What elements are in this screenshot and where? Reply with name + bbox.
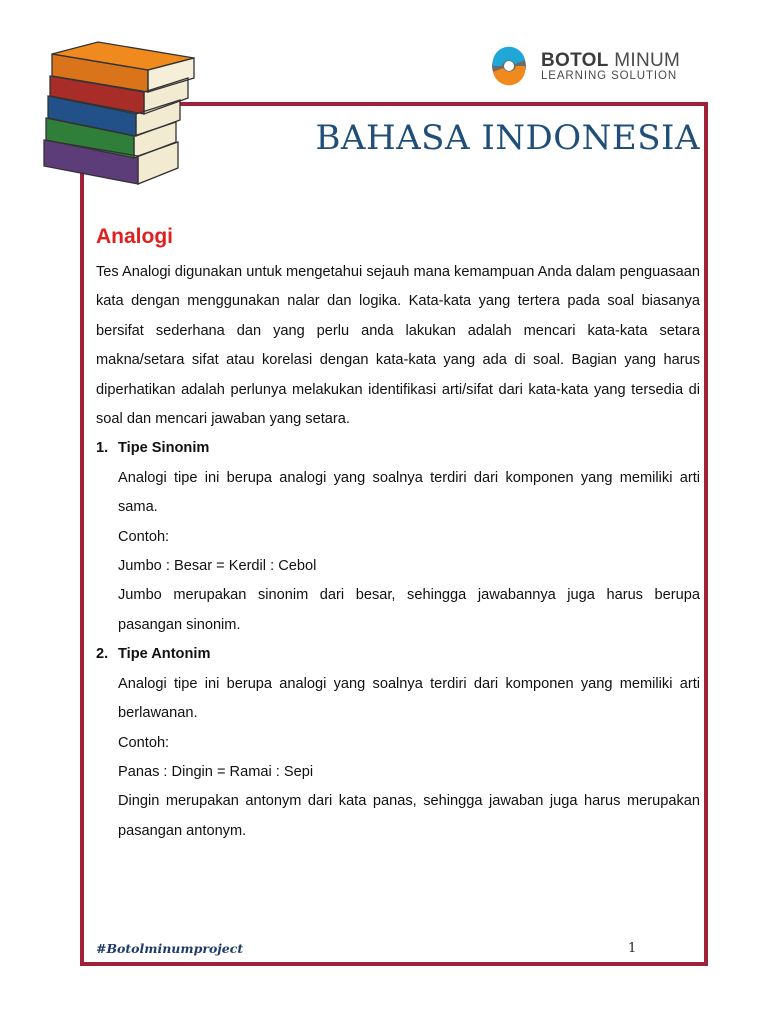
logo-brand-text: BOTOL MINUM [541,50,681,71]
page-title: BAHASA INDONESIA [315,118,700,158]
list-item-number: 1. [96,440,109,457]
list-item-description: Analogi tipe ini berupa analogi yang soalnya terdiri dari komponen yang memiliki arti sama. [118,469,700,516]
footer-hashtag: #Botolminumproject [96,941,244,956]
example-text: Jumbo : Besar = Kerdil : Cebol [118,558,317,575]
page-number: 1 [628,941,637,956]
example-explanation: Jumbo merupakan sinonim dari besar, sehingga jawabannya juga harus berupa pasangan sinonim. [118,587,700,633]
brand-logo [485,44,707,88]
list-item-description: Analogi tipe ini berupa analogi yang soalnya terdiri dari komponen yang memiliki arti berlawanan. [118,675,700,722]
logo-tagline: LEARNING SOLUTION [541,70,678,82]
books-stack-icon [38,40,203,190]
analogy-types-list [96,434,700,846]
example-text: Panas : Dingin = Ramai : Sepi [118,763,314,780]
botol-minum-logo-icon [485,44,535,88]
example-label: Contoh: [118,528,170,545]
section-content [96,258,700,846]
list-item-number: 2. [96,646,109,663]
list-item-title: Tipe Sinonim [118,440,210,457]
intro-paragraph: Tes Analogi digunakan untuk mengetahui sejauh mana kemampuan Anda dalam penguasaan kata dengan menggunakan nalar dan logika. Kata-kata yang tertera pada soal biasanya bersifat sederhana dan yang perlu anda lakukan adalah mencari kata-kata setara makna/setara sifat atau korelasi dengan kata-kata yang ada di soal. Bagian yang harus diperhatikan adalah perlunya melakukan identifikasi arti/sifat dari kata-kata yang tersedia di soal dan mencari jawaban yang setara. [96,264,700,428]
list-item [96,640,700,846]
list-item [96,434,700,640]
section-heading: Analogi [96,225,173,248]
example-label: Contoh: [118,734,170,751]
example-explanation: Dingin merupakan antonym dari kata panas, sehingga jawaban juga harus merupakan pasangan antonym. [118,793,700,839]
list-item-title: Tipe Antonim [118,646,211,663]
